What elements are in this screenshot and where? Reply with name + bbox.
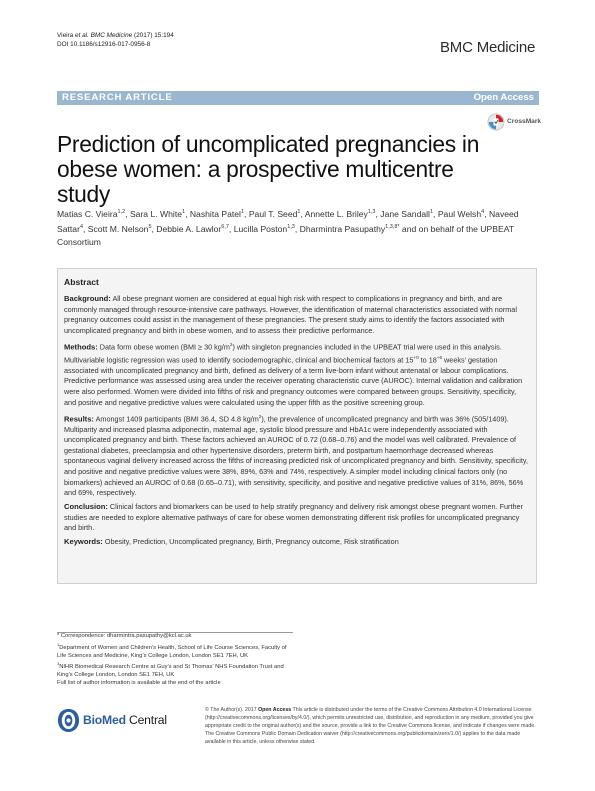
citation-author: Vieira [57,32,74,39]
author-name: Lucilla Poston [233,223,288,234]
abstract-box [57,268,537,584]
author-affiliation-sup: 4 [481,209,485,215]
results-text: ), the prevalence of uncomplicated pregnancy and birth was 36% (505/1409). Multiparity and increased plasma adiponectin, maternal age, systolic blood pressure and HbA1c were independently associated with uncomplicated pregnancy and birth. These factors achieved an AUROC of 0.72 (0.68–0.76) and the model was well calibrated. Prevalence of gestational diabetes, preeclampsia and other hypertensive disorders, preterm birth, and postpartum haemorrhage decreased whereas spontaneous vaginal delivery increased across the fifths of increasing predicted risk of uncomplicated pregnancy and birth. Sensitivity, specificity, and positive and negative predictive values were 38%, 89%, 63% and 74%, respectively. A simpler model including clinical factors only (no biomarkers) achieved an AUROC of 0.68 (0.65–0.71), with sensitivity, specificity, and positive and negative predictive values of 31%, 86%, 56% and 69%, respectively. [64,413,528,498]
publisher-name-bio: BioMed [83,713,126,727]
license-text: This article is distributed under the terms of the Creative Commons Attribution 4.0 International License (http://creativecommons.org/licenses/by/4.0/), which permits unrestricted use, distribution, and reproduction in any medium, provided you give appropriate credit to the original author(s) and the source, provide a link to the Creative Commons license, and indicate if changes were made. The Creative Commons Public Domain Dedication waiver (http://creativecommons.org/publicdomain/zero/1.0/) applies to the data made available in this article, unless otherwise stated. [205,707,536,746]
author-affiliation-sup: 6,7 [221,223,229,230]
crossmark-label: CrossMark [507,118,542,125]
article-type-label: RESEARCH ARTICLE [62,92,173,103]
author-affiliation-sup: 4 [79,223,83,230]
author-name: Naveed Sattar [57,208,519,234]
author-affiliation-sup: 1 [297,209,301,215]
footnotes [57,633,297,688]
affiliation-sup: 3 [57,661,60,667]
abstract-conclusion [64,502,530,534]
author-name: Nashita Patel [189,208,241,219]
crossmark-icon [487,113,505,131]
abstract-methods [64,340,530,408]
author-name: Jane Sandall [380,208,430,219]
citation-journal: et al. BMC Medicine [75,32,133,39]
methods-sup: 2 [229,341,233,347]
abstract-keywords [64,537,530,548]
author-affiliation-sup: 1,3 [367,209,376,215]
methods-sup: +6 [436,354,443,360]
affiliation-sup: 1 [57,641,60,647]
author-affiliation-sup: 1 [429,209,434,215]
license-statement [205,706,540,746]
background-label: Background: [64,294,111,303]
abstract-background [64,294,530,336]
methods-text: ) with singleton pregnancies included in the UPBEAT trial were used in this analysis. Multivariable logistic regression was used to identify sociodemographic, clinical and biochemical factors at 15 [64,342,502,365]
open-access-label: Open Access [473,92,534,103]
author-affiliation-sup: 1,3 [287,223,295,230]
affiliation-1 [57,641,297,661]
results-label: Results: [64,413,94,423]
article-title: Prediction of uncomplicated pregnancies in obese women: a prospective multicentre study [57,131,480,208]
crossmark-badge[interactable] [487,113,557,131]
methods-label: Methods: [64,342,98,352]
results-sup: 2 [258,413,262,419]
author-affiliation-sup: 5 [148,223,152,230]
author-consortium: and on behalf of the UPBEAT Consortium [57,223,514,247]
abstract-body [64,294,530,551]
affiliation-text: NIHR Biomedical Research Centre at Guy’s and St Thomas’ NHS Foundation Trust and King’s College London, London SE1 7EH, UK [57,664,284,679]
author-list: Matias C. Vieira$^{1,2}$, Sara L. White$^1$, Nashita Patel$^1$, Paul T. Seed$^1$, Annette L. Briley$^{1,3}$, Jane Sandall$^1$, Paul Welsh$^4$, Naveed Sattar$^4$, Scott M. Nelson$^5$, Debbie A. Lawlor$^{6,7}$, Lucilla Poston$^{1,3}$, Dharmintra Pasupathy$^{1,3,8*}$ and on behalf of the UPBEAT Consortium [57,208,519,247]
full-author-info-note: Full list of author information is available at the end of the article [57,679,221,686]
methods-text: to 18 [418,355,437,365]
publisher-name [83,713,167,727]
affiliation-3 [57,660,297,680]
author-name: Scott M. Nelson [87,223,149,234]
results-text: Amongst 1409 participants (BMI 36.4, SD 4.8 kg/m [95,413,259,423]
author-affiliation-sup: 1,2 [117,209,126,215]
author-name: Paul T. Seed [248,208,298,219]
citation-volume: (2017) 15:194 [133,32,174,39]
doi: DOI 10.1186/s12916-017-0956-8 [57,41,151,48]
abstract-heading: Abstract [64,277,99,287]
author-name: Matias C. Vieira [57,208,118,219]
author-affiliation-sup: 1 [240,209,245,215]
publisher-name-central: Central [125,713,167,727]
author-name: Debbie A. Lawlor [156,223,222,234]
correspondence: * Correspondence: dharmintra.pasupathy@kcl.ac.uk [57,633,192,639]
author-name: Paul Welsh [437,208,482,219]
conclusion-text: Clinical factors and biomarkers can be used to help stratify pregnancy and delivery risk amongst obese pregnant women. Further studies are needed to explore alternative pathways of care for obese women demonstrating different risk profiles for uncomplicated pregnancy and birth. [64,502,523,533]
methods-sup: +0 [413,354,419,360]
author-name: Annette L. Briley [304,208,368,219]
biomed-central-logo [57,708,177,736]
biomed-central-logo-icon [57,708,80,733]
article-type-banner [57,91,539,105]
open-access-label: Open Access [258,707,292,713]
journal-name: BMC Medicine [440,39,536,56]
methods-text: Data form obese women (BMI ≥ 30 kg/m [99,342,230,352]
abstract-results [64,412,530,499]
author-affiliation-sup: 1 [182,209,186,215]
citation-header [57,31,174,49]
conclusion-label: Conclusion: [64,502,108,512]
affiliation-text: Department of Women and Children’s Health, School of Life Course Sciences, Faculty of Life Sciences and Medicine, King’s College London, London SE1 7EH, UK [57,644,287,659]
keywords-text: Obesity, Prediction, Uncomplicated pregnancy, Birth, Pregnancy outcome, Risk stratification [104,537,399,547]
author-affiliation-sup: 1,3,8* [385,223,400,230]
background-text: All obese pregnant women are considered at equal high risk with respect to complications in pregnancy and birth, and are commonly managed through resource-intensive care pathways. However, the identification of maternal characteristics associated with normal pregnancy outcomes could assist in the management of these pregnancies. The present study aims to identify the factors associated with uncomplicated pregnancy and birth in obese women, and to assess their predictive performance. [64,294,517,335]
methods-text: weeks’ gestation associated with uncomplicated pregnancy and birth, defined as delivery of a term live-born infant without antenatal or labour complications. Predictive performance was assessed using area under the receiver operating characteristic curve (AUROC). Internal validation and calibration were also performed. Women were divided into fifths of risk and pregnancy outcomes were compared between groups. Sensitivity, specificity, and positive and negative predictive values were calculated using the upper fifth as the positive screening group. [64,355,523,407]
author-name: Sara L. White [129,208,182,219]
keywords-label: Keywords: [64,537,103,547]
author-name: Dharmintra Pasupathy [299,223,386,234]
copyright-text: © The Author(s). 2017 [205,707,259,713]
